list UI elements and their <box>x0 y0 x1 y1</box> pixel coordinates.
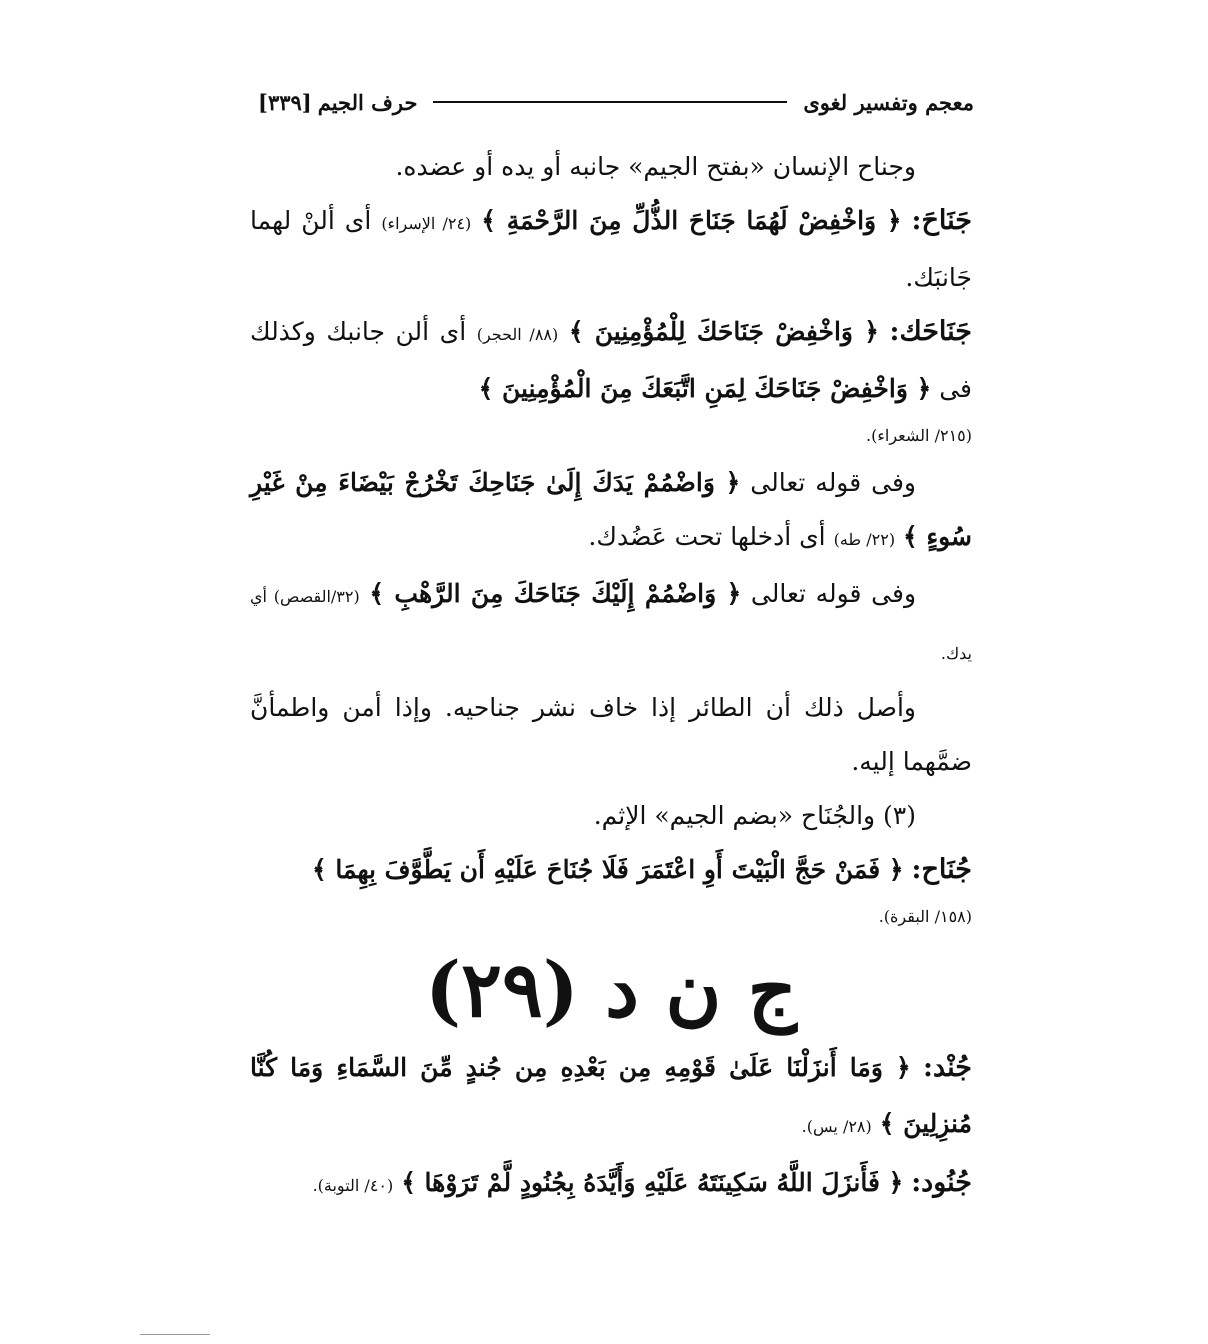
verse-reference: (٤٠/ التوبة). <box>312 1176 394 1195</box>
paragraph-text: أى أدخلها تحت عَضُدك. <box>588 522 826 551</box>
quran-verse: ﴿ وَاخْفِضْ جَنَاحَكَ لِلْمُؤْمِنِينَ ﴾ <box>568 317 879 346</box>
paragraph-6 <box>250 567 972 681</box>
paragraph-text: وفى قوله تعالى <box>750 468 916 497</box>
entry-term: جُنَاح: <box>911 854 972 885</box>
paragraph-text: أى ألنْ لهما جَانبَك. <box>250 206 972 292</box>
paragraph-8 <box>250 789 972 843</box>
quran-verse: ﴿ وَاخْفِضْ لَهُمَا جَنَاحَ الذُّلِّ مِنَ الرَّحْمَةِ ﴾ <box>481 206 902 235</box>
root-heading: ج ن د (٢٩) <box>425 945 797 1034</box>
page-header <box>258 82 974 122</box>
header-rule <box>433 101 787 103</box>
paragraph-7 <box>250 681 972 789</box>
page-number: [٣٣٩] <box>258 89 312 115</box>
paragraph-1 <box>250 140 972 194</box>
book-title: معجم وتفسير لغوى <box>803 89 974 115</box>
paragraph-text: وأصل ذلك أن الطائر إذا خاف نشر جناحيه. وإذا أمن واطمأنَّ ضمَّهما إليه. <box>250 693 972 776</box>
entry-term: جُنْد: <box>923 1052 972 1083</box>
quran-verse: ﴿ وَاضْمُمْ إِلَيْكَ جَنَاحَكَ مِنَ الرَّهْبِ ﴾ <box>369 579 742 608</box>
paragraph-12 <box>250 1155 972 1214</box>
verse-reference: (٨٨/ الحجر) <box>476 325 559 344</box>
paragraph-10 <box>250 897 972 937</box>
quran-verse: ﴿ فَمَنْ حَجَّ الْبَيْتَ أَوِ اعْتَمَرَ فَلَا جُنَاحَ عَلَيْهِ أَن يَطَّوَّفَ بِهِمَا ﴾ <box>312 855 904 884</box>
paragraph-2 <box>250 194 972 305</box>
paragraph-text: (٣) والجُنَاح «بضم الجيم» الإثم. <box>593 801 916 830</box>
quran-verse: ﴿ فَأَنزَلَ اللَّهُ سَكِينَتَهُ عَلَيْهِ وَأَيَّدَهُ بِجُنُودٍ لَّمْ تَرَوْهَا ﴾ <box>401 1168 904 1197</box>
paragraph-9 <box>250 843 972 897</box>
paragraph-5 <box>250 456 972 567</box>
main-text <box>250 140 972 937</box>
paragraph-text: وفى قوله تعالى <box>750 579 917 608</box>
verse-reference: (٢٤/ الإسراء) <box>381 214 472 233</box>
verse-reference: (٢١٥/ الشعراء). <box>866 426 972 445</box>
paragraph-text: أى ألن جانبك وكذلك فى <box>250 317 972 403</box>
paragraph-11 <box>250 1040 972 1155</box>
verse-reference: (٢٨/ يس). <box>801 1117 872 1136</box>
paragraph-text: وجناح الإنسان «بفتح الجيم» جانبه أو يده أو عضده. <box>395 152 916 181</box>
quran-verse: ﴿ وَمَا أَنزَلْنَا عَلَىٰ قَوْمِهِ مِن بَعْدِهِ مِن جُندٍ مِّنَ السَّمَاءِ وَمَا كُنَّا مُنزِلِينَ ﴾ <box>250 1053 972 1138</box>
paragraph-4 <box>250 416 972 456</box>
quran-verse: ﴿ وَاضْمُمْ يَدَكَ إِلَىٰ جَنَاحِكَ تَخْرُجْ بَيْضَاءَ مِنْ غَيْرِ سُوءٍ ﴾ <box>250 468 972 551</box>
entry-term: جُنُود: <box>911 1167 972 1198</box>
verse-reference: (٣٢/القصص) أي يدك. <box>250 587 972 663</box>
entry-term: جَنَاحَ: <box>911 205 972 236</box>
verse-reference: (٢٢/ طه) <box>833 530 896 549</box>
paragraph-3 <box>250 305 972 416</box>
entry-term: جَنَاحَك: <box>889 316 972 347</box>
verse-reference: (١٥٨/ البقرة). <box>878 907 972 926</box>
main-text-2 <box>250 1040 972 1214</box>
page-edge-line <box>140 1334 210 1335</box>
quran-verse: ﴿ وَاخْفِضْ جَنَاحَكَ لِمَنِ اتَّبَعَكَ مِنَ الْمُؤْمِنِينَ ﴾ <box>478 374 932 403</box>
section-name: حرف الجيم <box>317 89 418 115</box>
